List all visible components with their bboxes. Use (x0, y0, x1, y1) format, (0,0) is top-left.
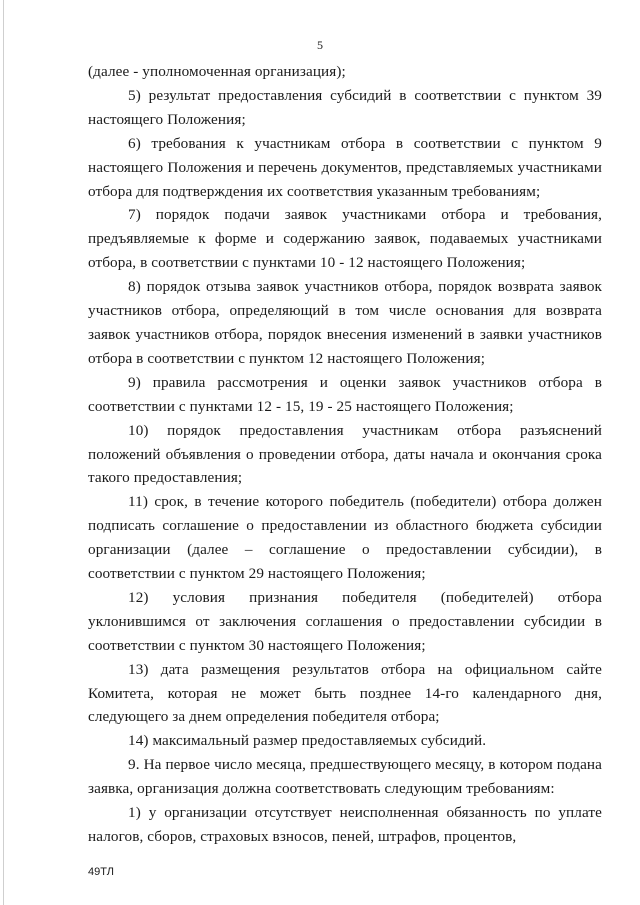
paragraph-item-8: 8) порядок отзыва заявок участников отбора, порядок возврата заявок участников отбора, определяющий в том числе основания для возврата заявок участников отбора, порядок внесения изменений в заявки участников отбора в соответствии с пунктом 12 настоящего Положения; (88, 278, 602, 367)
document-body (88, 60, 602, 849)
paragraph-requirement-1: 1) у организации отсутствует неисполненная обязанность по уплате налогов, сборов, страховых взносов, пеней, штрафов, процентов, (88, 804, 602, 845)
paragraph-item-9: 9) правила рассмотрения и оценки заявок участников отбора в соответствии с пунктами 12 - 15, 19 - 25 настоящего Положения; (88, 373, 602, 415)
paragraph-item-5: 5) результат предоставления субсидий в соответствии с пунктом 39 настоящего Положения; (88, 86, 602, 128)
paragraph-item-12: 12) условия признания победителя (победителей) отбора уклонившимся от заключения соглашения о предоставлении субсидии в соответствии с пунктом 30 настоящего Положения; (88, 588, 602, 654)
paragraph-section-9: 9. На первое число месяца, предшествующего месяцу, в котором подана заявка, организация должна соответствовать следующим требованиям: (88, 756, 602, 798)
paragraph-item-10: 10) порядок предоставления участникам отбора разъяснений положений объявления о проведении отбора, даты начала и окончания срока такого предоставления; (88, 421, 602, 487)
paragraph-continuation: (далее - уполномоченная организация); (88, 63, 346, 80)
paragraph-item-14: 14) максимальный размер предоставляемых субсидий. (128, 732, 487, 750)
paragraph-item-7: 7) порядок подачи заявок участниками отбора и требования, предъявляемые к форме и содержанию заявок, подаваемых участниками отбора, в соответствии с пунктами 10 - 12 настоящего Положения; (88, 206, 602, 272)
scan-edge-line (3, 0, 4, 905)
paragraph-item-6: 6) требования к участникам отбора в соответствии с пунктом 9 настоящего Положения и перечень документов, представляемых участниками отбора для подтверждения их соответствия указанным требованиям; (88, 134, 602, 200)
page-number: 5 (317, 38, 323, 52)
paragraph-item-13: 13) дата размещения результатов отбора на официальном сайте Комитета, которая не может быть позднее 14-го календарного дня, следующего за днем определения победителя отбора; (88, 660, 602, 726)
paragraph-item-11: 11) срок, в течение которого победитель (победители) отбора должен подписать соглашение о предоставлении из областного бюджета субсидии организации (далее – соглашение о предоставлении субсидии), в соответствии с пунктом 29 настоящего Положения; (88, 493, 602, 583)
footer-document-code: 49ТЛ (88, 866, 114, 878)
